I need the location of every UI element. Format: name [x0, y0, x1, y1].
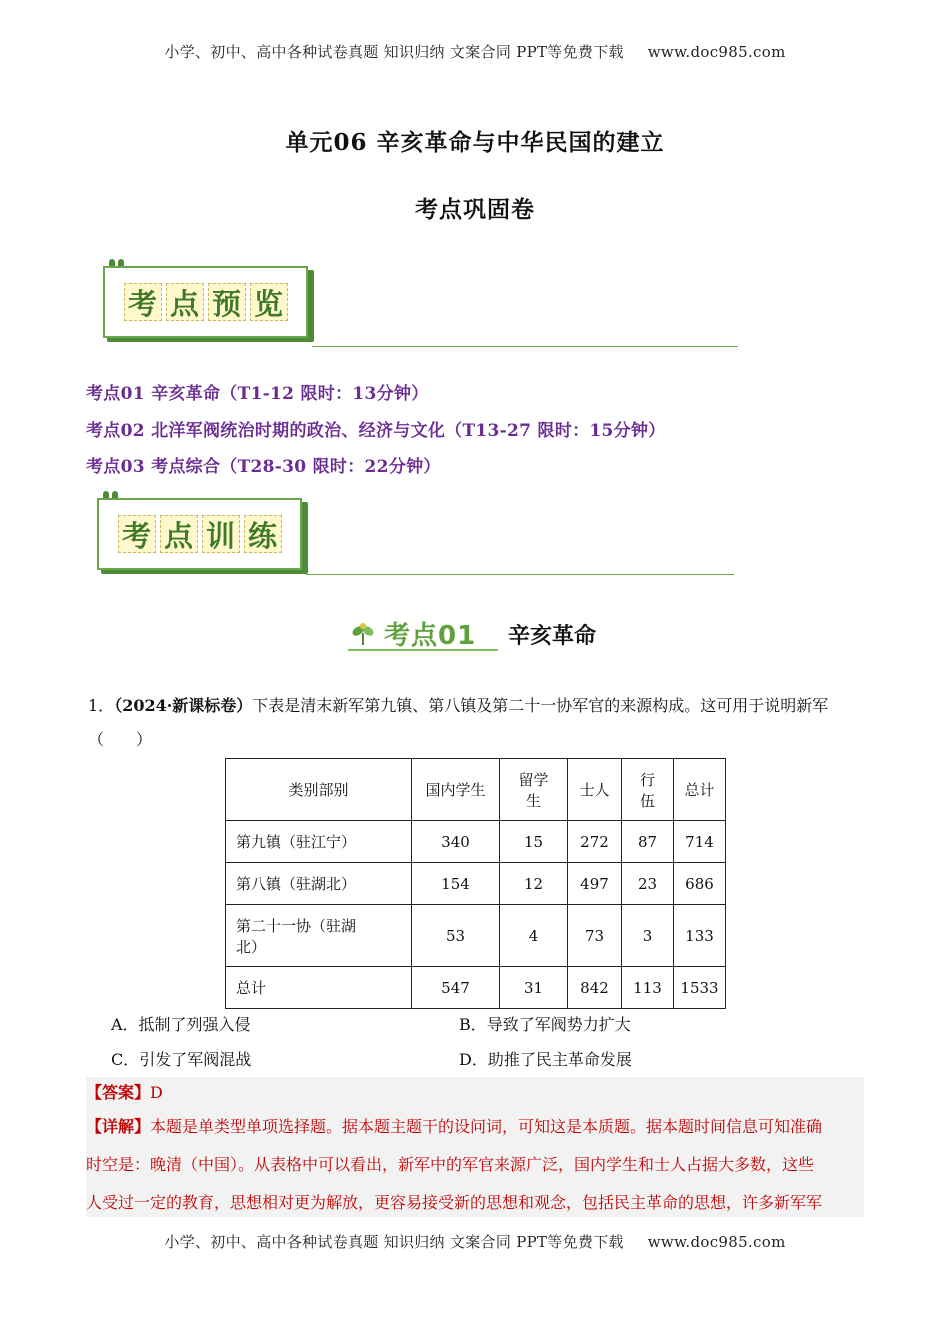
- table-cell: 686: [674, 863, 726, 905]
- table-header-cell: 国内学生: [412, 759, 500, 821]
- table-header-cell: 士人: [568, 759, 622, 821]
- footer-text: 小学、初中、高中各种试卷真题 知识归纳 文案合同 PPT等免费下载: [164, 1233, 624, 1251]
- document-subtitle: 考点巩固卷: [415, 196, 535, 223]
- detail-line-2: 时空是：晚清（中国）。从表格中可以看出，新军中的军官来源广泛，国内学生和士人占据大多数，这些: [86, 1155, 815, 1174]
- table-cell: 3: [622, 905, 674, 967]
- table-cell: 133: [674, 905, 726, 967]
- badge-char: 预: [208, 283, 246, 321]
- table-cell: 113: [622, 967, 674, 1009]
- table-cell: 340: [412, 821, 500, 863]
- table-row: [226, 905, 726, 967]
- table-row: [226, 863, 726, 905]
- table-row: [226, 821, 726, 863]
- table-cell: 第二十一协（驻湖北）: [226, 905, 412, 967]
- table-cell: 第九镇（驻江宁）: [226, 821, 412, 863]
- kaodian-heading: [348, 615, 648, 655]
- table-cell: 73: [568, 905, 622, 967]
- outline-item-3: 考点03 考点综合（T28-30 限时：22分钟）: [86, 457, 441, 477]
- header-site-link[interactable]: www.doc985.com: [647, 43, 786, 61]
- table-cell: 497: [568, 863, 622, 905]
- table-cell: 第八镇（驻湖北）: [226, 863, 412, 905]
- badge-char: 训: [202, 515, 240, 553]
- option-c[interactable]: C．引发了军阀混战: [111, 1050, 252, 1069]
- table-cell: 842: [568, 967, 622, 1009]
- table-header-cell: 行伍: [622, 759, 674, 821]
- table-cell: 53: [412, 905, 500, 967]
- detail-line-1: [86, 1117, 864, 1137]
- table-cell: 87: [622, 821, 674, 863]
- preview-divider: [312, 346, 738, 347]
- table-cell: 547: [412, 967, 500, 1009]
- kaodian-logo-text: 考点01: [384, 621, 477, 651]
- training-divider: [306, 574, 734, 575]
- table-header-cell: 类别部别: [226, 759, 412, 821]
- detail-text-1: 本题是单类型单项选择题。据本题主题干的设问词，可知这是本质题。据本题时间信息可知准确: [150, 1117, 823, 1136]
- table-cell: 23: [622, 863, 674, 905]
- option-b[interactable]: B．导致了军阀势力扩大: [459, 1015, 631, 1034]
- document-title: 单元06 辛亥革命与中华民国的建立: [285, 129, 665, 156]
- outline-item-1: 考点01 辛亥革命（T1-12 限时：13分钟）: [86, 384, 429, 404]
- preview-badge: [103, 256, 318, 346]
- question-source: （2024·新课标卷）: [114, 696, 253, 715]
- detail-tag: 【详解】: [86, 1117, 151, 1136]
- badge-char: 点: [160, 515, 198, 553]
- header-text: 小学、初中、高中各种试卷真题 知识归纳 文案合同 PPT等免费下载: [164, 43, 624, 61]
- answer-line: [86, 1083, 864, 1103]
- table-header-cell: 总计: [674, 759, 726, 821]
- option-a[interactable]: A．抵制了列强入侵: [111, 1015, 251, 1034]
- table-cell: 714: [674, 821, 726, 863]
- table-cell: 12: [500, 863, 568, 905]
- badge-char: 考: [118, 515, 156, 553]
- table-cell: 31: [500, 967, 568, 1009]
- table-cell: 154: [412, 863, 500, 905]
- answer-value: D: [150, 1083, 163, 1102]
- kaodian-logo: [348, 615, 498, 651]
- table-cell: 15: [500, 821, 568, 863]
- question-number: 1．: [88, 696, 115, 715]
- training-badge: [97, 488, 312, 578]
- kaodian-title: 辛亥革命: [508, 624, 597, 649]
- question-1: [88, 689, 868, 757]
- option-d[interactable]: D．助推了民主革命发展: [459, 1050, 632, 1069]
- question-blank: （ ）: [88, 730, 153, 749]
- badge-char: 点: [166, 283, 204, 321]
- footer-site-link[interactable]: www.doc985.com: [647, 1233, 786, 1251]
- badge-char: 考: [124, 283, 162, 321]
- outline-item-2: 考点02 北洋军阀统治时期的政治、经济与文化（T13-27 限时：15分钟）: [86, 421, 666, 441]
- table-header-cell: 留学生: [500, 759, 568, 821]
- table-cell: 总计: [226, 967, 412, 1009]
- detail-line-3: 人受过一定的教育，思想相对更为解放，更容易接受新的思想和观念，包括民主革命的思想，许多新军军: [86, 1193, 823, 1212]
- page-header: [0, 41, 950, 62]
- question-stem: 下表是清末新军第九镇、第八镇及第二十一协军官的来源构成。这可用于说明新军: [252, 696, 829, 715]
- table-row: [226, 967, 726, 1009]
- officer-source-table: [225, 758, 726, 1009]
- leaf-icon: [350, 621, 376, 647]
- table-header-row: [226, 759, 726, 821]
- page-footer: [0, 1231, 950, 1252]
- table-cell: 4: [500, 905, 568, 967]
- table-cell: 1533: [674, 967, 726, 1009]
- answer-tag: 【答案】: [86, 1083, 151, 1102]
- table-cell: 272: [568, 821, 622, 863]
- badge-char: 览: [250, 283, 288, 321]
- badge-char: 练: [244, 515, 282, 553]
